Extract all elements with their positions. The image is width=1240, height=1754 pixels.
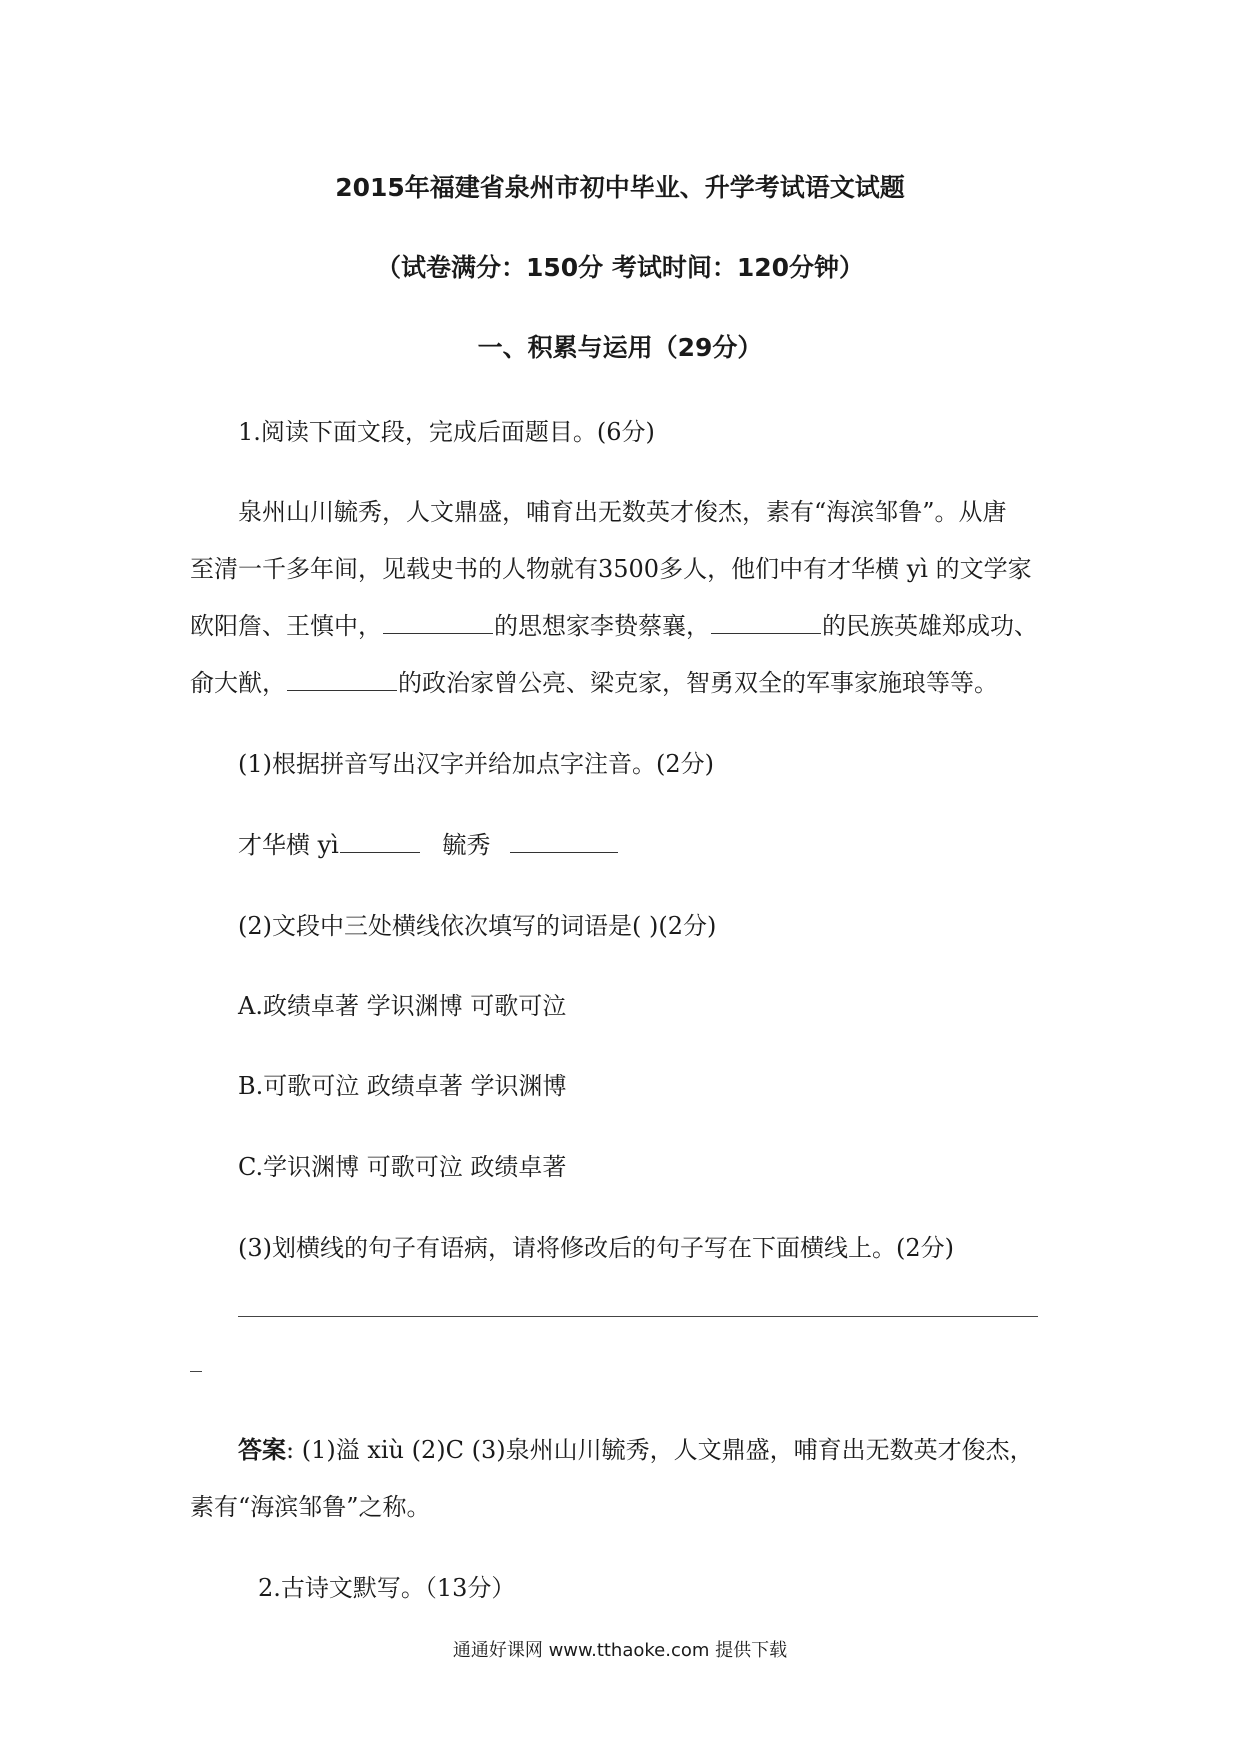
sub-question-3: (3)划横线的句子有语病，请将修改后的句子写在下面横线上。(2分) [238,1234,954,1262]
passage-line-4-part-b: 的政治家曾公亮、梁克家，智勇双全的军事家施琅等等。 [398,669,998,697]
answer-writing-line [238,1316,1038,1317]
fill-blank-yu [510,828,618,853]
answer-label: 答案 [238,1436,286,1464]
option-b: B.可歌可泣 政绩卓著 学识渊博 [238,1072,567,1100]
sub-question-1-answer-line [238,825,619,860]
exam-subtitle: （试卷满分：150分 考试时间：120分钟） [375,253,865,282]
passage-line-3-part-c: 的民族英雄郑成功、 [822,612,1038,640]
sub-question-1: (1)根据拼音写出汉字并给加点字注音。(2分) [238,750,714,778]
fill-blank-2 [711,609,821,634]
option-c: C.学识渊博 可歌可泣 政绩卓著 [238,1153,567,1181]
sub1-item-b: 毓秀 [442,831,491,859]
passage-line-3-part-b: 的思想家李贽蔡襄， [494,612,710,640]
passage-line-3 [190,606,1038,641]
fill-blank-3 [287,666,397,691]
sub1-item-a: 才华横 yì [238,831,339,859]
answer-line-1 [238,1430,1034,1465]
answer-text-1: : (1)溢 xiù (2)C (3)泉州山川毓秀，人文鼎盛，哺育出无数英才俊杰， [286,1436,1034,1464]
question-2-prompt: 2.古诗文默写。（13分） [258,1574,516,1602]
option-a: A.政绩卓著 学识渊博 可歌可泣 [238,992,567,1020]
passage-line-4-part-a: 俞大猷， [190,669,286,697]
question-1-prompt: 1.阅读下面文段，完成后面题目。(6分) [238,418,655,446]
passage-line-4 [190,663,998,698]
fill-blank-1 [383,609,493,634]
sub-question-2: (2)文段中三处横线依次填写的词语是( )(2分) [238,912,717,940]
passage-line-1: 泉州山川毓秀，人文鼎盛，哺育出无数英才俊杰，素有“海滨邹鲁”。从唐 [238,498,1007,526]
fill-blank-yi [340,828,420,853]
answer-writing-line-tail [190,1371,202,1372]
section-heading: 一、积累与运用（29分） [477,333,763,362]
page-footer: 通通好课网 www.tthaoke.com 提供下载 [452,1640,788,1661]
exam-title: 2015年福建省泉州市初中毕业、升学考试语文试题 [335,173,905,202]
passage-line-2: 至清一千多年间，见载史书的人物就有3500多人，他们中有才华横 yì 的文学家 [190,555,1032,583]
answer-line-2: 素有“海滨邹鲁”之称。 [190,1493,431,1521]
passage-line-3-part-a: 欧阳詹、王慎中， [190,612,382,640]
